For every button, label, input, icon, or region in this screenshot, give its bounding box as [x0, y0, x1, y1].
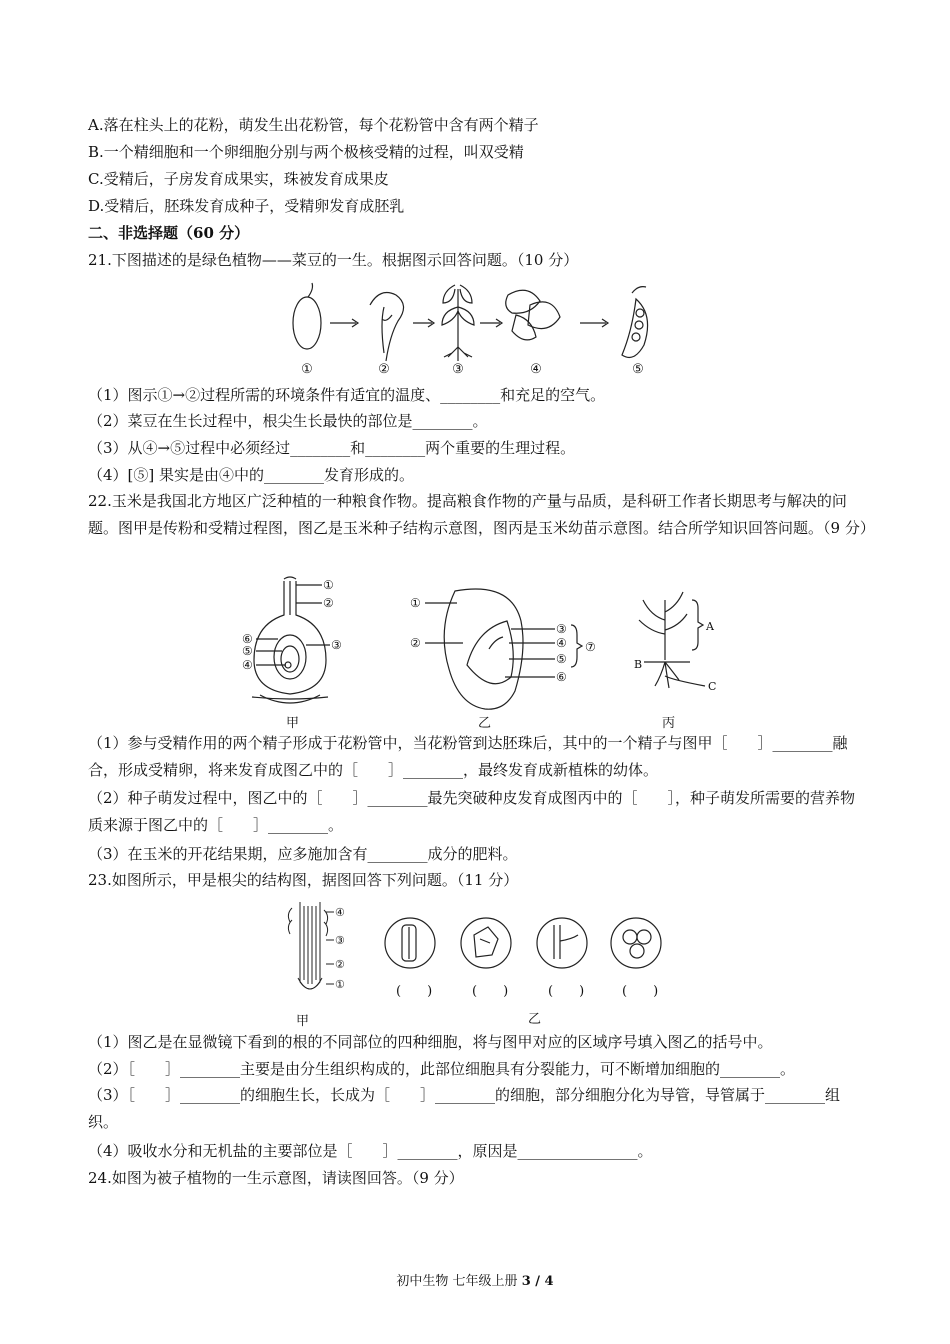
- q21-stem: 21.下图描述的是绿色植物——菜豆的一生。根据图示回答问题。（10 分）: [88, 251, 579, 269]
- q21-figure: [280, 275, 680, 380]
- footer-page-number: 3 / 4: [521, 1274, 554, 1289]
- q21-sub1: （1）图示①→②过程所需的环境条件有适宜的温度、________和充足的空气。: [88, 386, 606, 404]
- q23-blank-1: ( ): [396, 984, 433, 999]
- q22-caption-bing: 丙: [662, 716, 676, 731]
- q22-bing-label-c: C: [708, 680, 717, 693]
- q22-yi-label-2: ②: [410, 636, 421, 650]
- q23-jia-label-4: ④: [335, 906, 345, 919]
- q21-sub3: （3）从④→⑤过程中必须经过________和________两个重要的生理过程。: [88, 439, 576, 457]
- option-c: C.受精后，子房发育成果实，珠被发育成果皮: [88, 170, 389, 188]
- q22-jia-label-3: ③: [331, 638, 342, 652]
- q21-label-4: ④: [530, 362, 542, 377]
- q22-bing-label-b: B: [634, 658, 643, 671]
- section-title: 二、非选择题（60 分）: [88, 224, 250, 242]
- q22-figure-bing: [630, 590, 730, 710]
- q23-sub3: （3）［ ］________的细胞生长，长成为［ ］________的细胞，部分细胞分化为导管，导管属于________组织。: [88, 1086, 841, 1131]
- q22-stem: 22.玉米是我国北方地区广泛种植的一种粮食作物。提高粮食作物的产量与品质，是科研工作者长期思考与解决的问题。图甲是传粉和受精过程图，图乙是玉米种子结构示意图，图丙是玉米幼苗示意图。结合所学知识回答问题。（9 分）: [88, 492, 875, 537]
- q21-label-3: ③: [452, 362, 464, 377]
- q21-sub4: （4）[⑤] 果实是由④中的________发育形成的。: [88, 466, 415, 484]
- q22-yi-label-7: ⑦: [585, 640, 596, 654]
- q22-jia-label-5: ⑤: [242, 644, 253, 658]
- q22-figure-jia: [230, 575, 350, 725]
- q23-blank-2: ( ): [472, 984, 509, 999]
- q22-sub3: （3）在玉米的开花结果期，应多施加含有________成分的肥料。: [88, 845, 518, 863]
- q23-blank-3: ( ): [548, 984, 585, 999]
- option-d: D.受精后，胚珠发育成种子，受精卵发育成胚乳: [88, 197, 405, 215]
- q23-blank-4: ( ): [622, 984, 659, 999]
- q23-sub1: （1）图乙是在显微镜下看到的根的不同部位的四种细胞，将与图甲对应的区域序号填入图乙的括号中。: [88, 1033, 773, 1051]
- q22-yi-label-3: ③: [556, 622, 567, 636]
- option-a: A.落在柱头上的花粉，萌发生出花粉管，每个花粉管中含有两个精子: [88, 116, 539, 134]
- q23-stem: 23.如图所示，甲是根尖的结构图，据图回答下列问题。（11 分）: [88, 871, 519, 889]
- q22-yi-label-5: ⑤: [556, 652, 567, 666]
- q21-label-1: ①: [301, 362, 313, 377]
- q22-jia-label-6: ⑥: [242, 632, 253, 646]
- q22-sub1: （1）参与受精作用的两个精子形成于花粉管中，当花粉管到达胚珠后，其中的一个精子与图甲［ ］________融合，形成受精卵，将来发育成图乙中的［ ］________，最终发育成新植株的幼体。: [88, 734, 848, 779]
- footer-text: 初中生物 七年级上册: [396, 1274, 522, 1289]
- q23-figure-jia: [280, 898, 360, 1010]
- q22-yi-label-6: ⑥: [556, 670, 567, 684]
- q23-sub2: （2）［ ］________主要是由分生组织构成的，此部位细胞具有分裂能力，可不断增加细胞的________。: [88, 1060, 796, 1078]
- q23-caption-yi: 乙: [528, 1012, 542, 1027]
- q21-sub2: （2）菜豆在生长过程中，根尖生长最快的部位是________。: [88, 412, 488, 430]
- q22-jia-label-1: ①: [323, 578, 334, 592]
- q23-jia-label-1: ①: [335, 978, 345, 991]
- q23-figure-yi: [382, 915, 682, 975]
- q23-jia-label-3: ③: [335, 934, 345, 947]
- q22-jia-label-4: ④: [242, 658, 253, 672]
- q22-caption-jia: 甲: [286, 716, 300, 731]
- q23-sub4: （4）吸收水分和无机盐的主要部位是［ ］________，原因是________________。: [88, 1142, 653, 1160]
- q23-jia-label-2: ②: [335, 958, 345, 971]
- q23-caption-jia: 甲: [296, 1014, 310, 1029]
- q22-caption-yi: 乙: [478, 716, 492, 731]
- q21-label-2: ②: [378, 362, 390, 377]
- q22-bing-label-a: A: [706, 620, 714, 633]
- q21-label-5: ⑤: [632, 362, 644, 377]
- q22-yi-label-4: ④: [556, 636, 567, 650]
- q22-jia-label-2: ②: [323, 596, 334, 610]
- page-footer: [0, 1270, 950, 1289]
- q24-stem: 24.如图为被子植物的一生示意图，请读图回答。（9 分）: [88, 1169, 464, 1187]
- option-b: B.一个精细胞和一个卵细胞分别与两个极核受精的过程，叫双受精: [88, 143, 524, 161]
- q22-sub2: （2）种子萌发过程中，图乙中的［ ］________最先突破种皮发育成图丙中的［ ］，种子萌发所需要的营养物质来源于图乙中的［ ］________。: [88, 789, 856, 834]
- q22-yi-label-1: ①: [410, 596, 421, 610]
- q22-figure-yi: [405, 585, 605, 710]
